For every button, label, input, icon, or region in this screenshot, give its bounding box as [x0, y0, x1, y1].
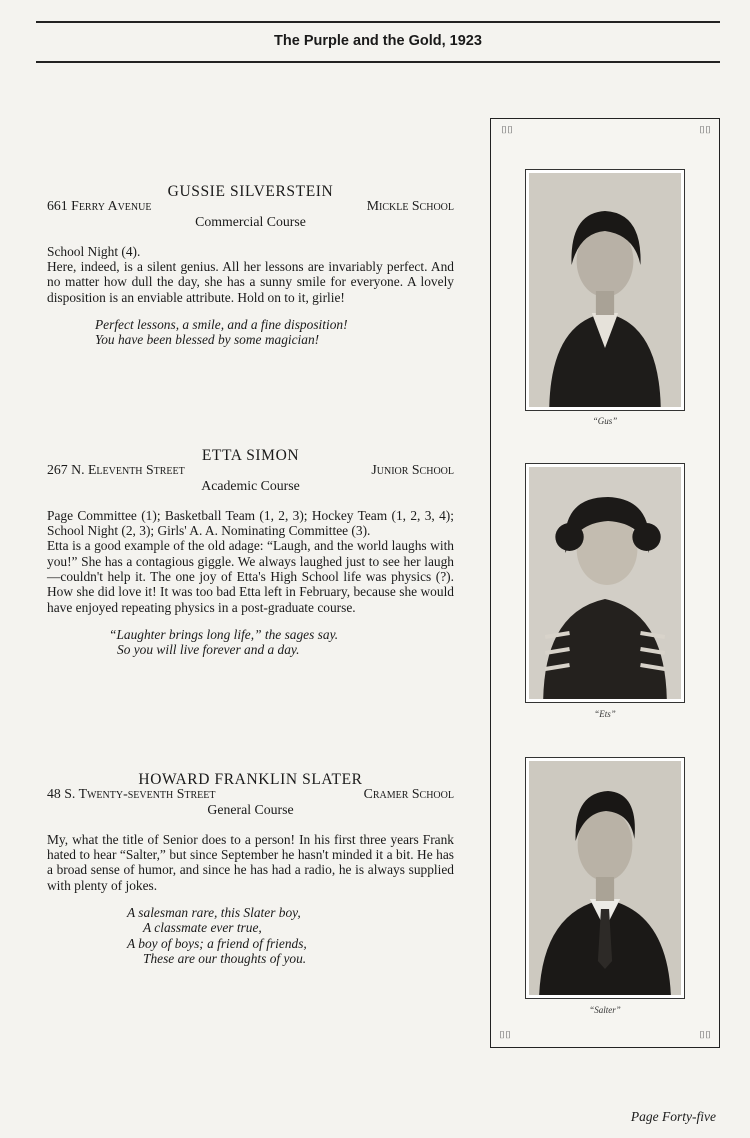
- entry-gussie-silverstein: [47, 184, 454, 348]
- verse-line: A boy of boys; a friend of friends,: [127, 935, 307, 951]
- top-rule: [36, 21, 720, 23]
- entry-etta-simon: [47, 448, 454, 658]
- verse: [47, 317, 454, 348]
- page-number: Page Forty-five: [630, 1109, 716, 1124]
- portrait-photo: [525, 169, 685, 411]
- ornament-icon: ⌷⌷: [699, 125, 711, 136]
- entry-text: [47, 508, 454, 615]
- previous-school: Cramer School: [363, 786, 454, 802]
- home-address: 267 N. Eleventh Street: [47, 462, 185, 478]
- verse-line: You have been blessed by some magician!: [95, 332, 320, 348]
- verse: [47, 905, 454, 966]
- portrait-gussie: [529, 173, 681, 407]
- student-name: HOWARD FRANKLIN SLATER: [138, 771, 363, 788]
- description: My, what the title of Senior does to a person! In his first three years Frank hated to hear “Salter,” but since September he hasn't minded it a bit. He has a broad sense of humor, and since he has had a radio, he is always supplied with plenty of jokes.: [47, 831, 454, 893]
- verse-line: “Laughter brings long life,” the sages say.: [109, 626, 339, 642]
- ornament-icon: ⌷⌷: [699, 1030, 711, 1041]
- home-address: 48 S. Twenty-seventh Street: [47, 786, 216, 802]
- verse-line: Perfect lessons, a smile, and a fine disposition!: [95, 317, 348, 333]
- entry-howard-franklin-slater: [47, 772, 454, 966]
- address-line: [47, 786, 454, 801]
- page-header: The Purple and the Gold, 1923: [274, 33, 482, 49]
- photo-caption: “Gus”: [592, 416, 618, 426]
- address-line: [47, 198, 454, 213]
- verse-line: A salesman rare, this Slater boy,: [127, 905, 301, 921]
- portrait-etta: [529, 467, 681, 699]
- verse-line: So you will live forever and a day.: [117, 642, 300, 658]
- course-name: General Course: [207, 801, 294, 817]
- ornament-icon: ⌷⌷: [499, 1030, 511, 1041]
- course-name: Commercial Course: [195, 213, 306, 229]
- student-name: ETTA SIMON: [201, 447, 300, 464]
- course-name: Academic Course: [201, 477, 300, 493]
- portrait-photo: [525, 757, 685, 999]
- verse-line: A classmate ever true,: [143, 920, 262, 936]
- entry-text: [47, 244, 454, 305]
- ornament-icon: ⌷⌷: [501, 125, 513, 136]
- student-name: GUSSIE SILVERSTEIN: [167, 183, 334, 200]
- previous-school: Junior School: [371, 462, 454, 478]
- description: Etta is a good example of the old adage: “Laugh, and the world laughs with you!” She has a contagious giggle. We always laughed just to see her laugh—couldn't help it. The one joy of Etta's High School life was physics (?). How she did love it! It was too bad Etta left in February, because she would have enjoyed repeating physics in a post-graduate course.: [47, 538, 454, 615]
- verse-line: These are our thoughts of you.: [143, 950, 307, 966]
- entry-text: [47, 832, 454, 893]
- portrait-howard: [529, 761, 681, 995]
- photo-panel: [490, 118, 720, 1048]
- activities: School Night (4).: [47, 243, 141, 259]
- photo-caption: “Ets”: [594, 709, 616, 719]
- photo-caption: “Salter”: [589, 1005, 621, 1015]
- home-address: 661 Ferry Avenue: [47, 198, 152, 214]
- previous-school: Mickle School: [366, 198, 454, 214]
- portrait-photo: [525, 463, 685, 703]
- activities: Page Committee (1); Basketball Team (1, 2, 3); Hockey Team (1, 2, 3, 4); School Night (2, 3); Girls' A. A. Nominating Committee (3).: [47, 507, 454, 539]
- verse: [47, 627, 454, 658]
- header-rule: [36, 61, 720, 63]
- address-line: [47, 462, 454, 477]
- description: Here, indeed, is a silent genius. All her lessons are invariably perfect. And no matter how dull the day, she has a sunny smile for everyone. A lovely disposition is an enviable attribute. Hold on to it, girlie!: [47, 259, 454, 305]
